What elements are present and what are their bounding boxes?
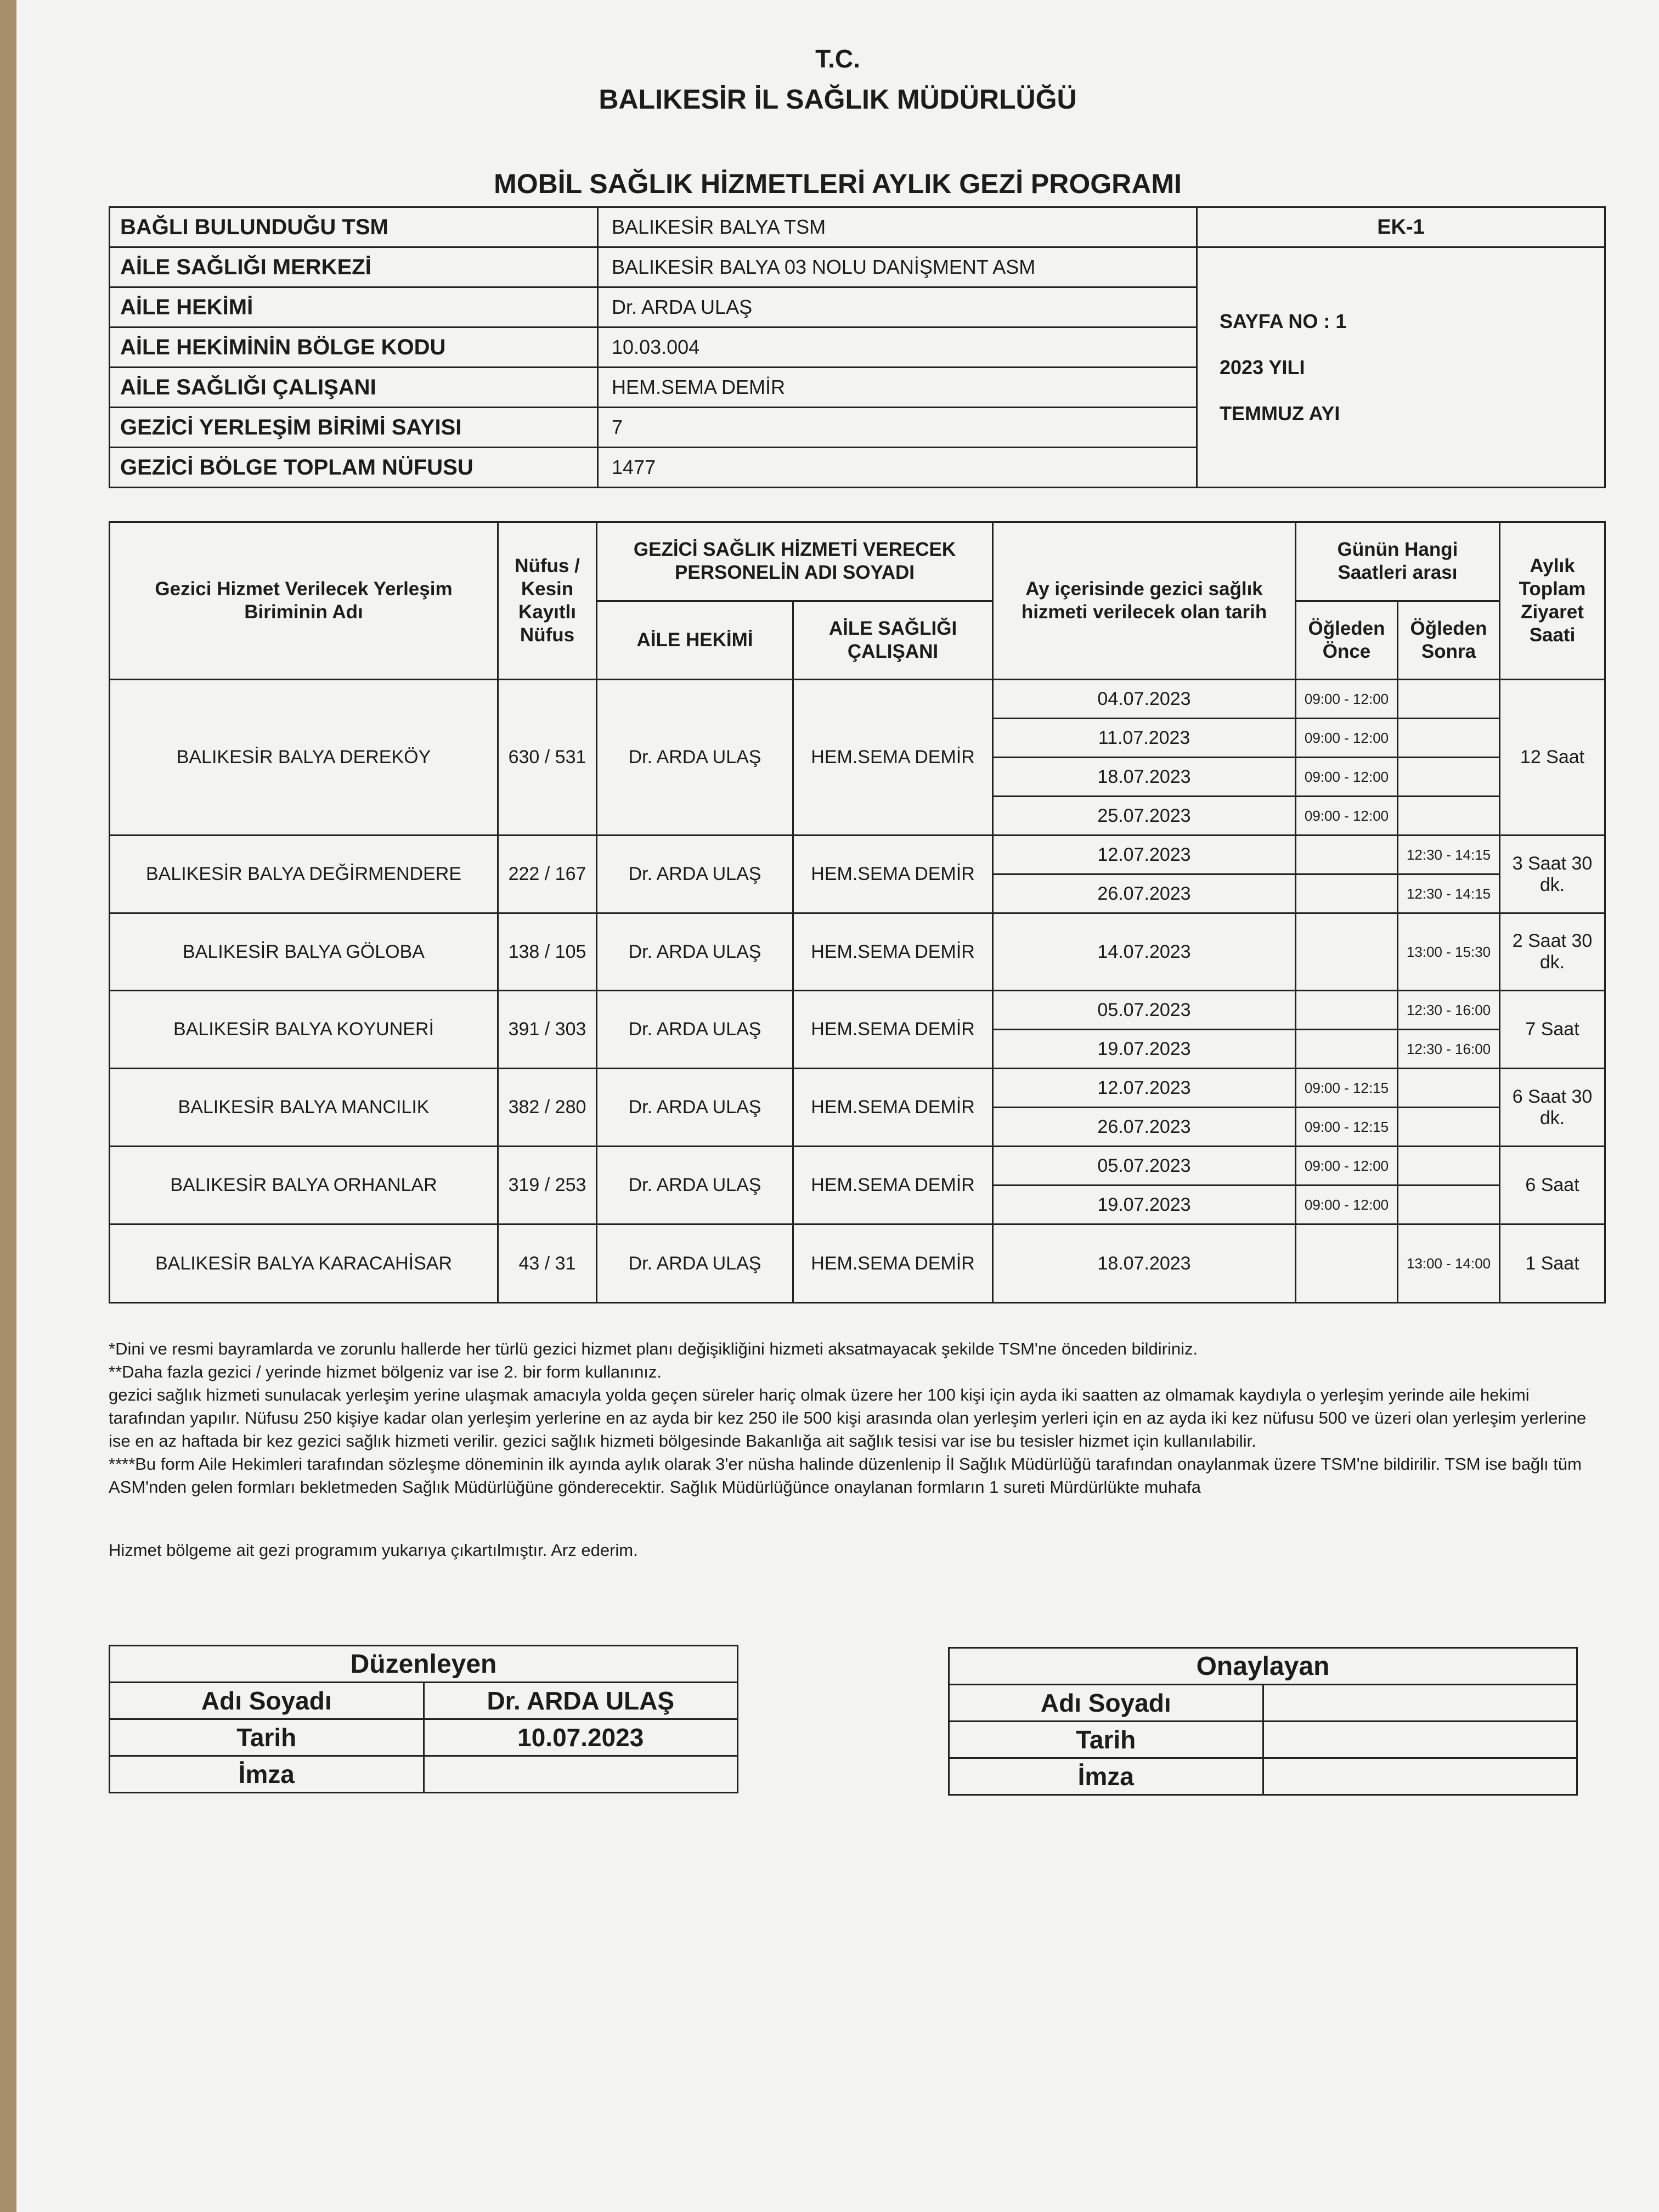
morning-hours: 09:00 - 12:00 xyxy=(1296,797,1398,836)
table-row xyxy=(110,836,1605,874)
page-title: MOBİL SAĞLIK HİZMETLERİ AYLIK GEZİ PROGRAMI xyxy=(494,168,1182,199)
population: 382 / 280 xyxy=(498,1069,597,1147)
population: 391 / 303 xyxy=(498,991,597,1069)
morning-hours: 09:00 - 12:00 xyxy=(1296,680,1398,719)
morning-hours xyxy=(1296,913,1398,991)
morning-hours xyxy=(1296,1224,1398,1303)
table-row xyxy=(110,913,1605,991)
name-value: Dr. ARDA ULAŞ xyxy=(424,1683,738,1719)
morning-hours xyxy=(1296,991,1398,1030)
visit-date: 11.07.2023 xyxy=(993,719,1296,758)
info-value: BALIKESİR BALYA 03 NOLU DANİŞMENT ASM xyxy=(598,247,1197,287)
name-label: Adı Soyadı xyxy=(110,1683,424,1719)
visit-date: 25.07.2023 xyxy=(993,797,1296,836)
col-header-date: Ay içerisinde gezici sağlık hizmeti verilecek olan tarih xyxy=(993,522,1296,680)
visit-date: 26.07.2023 xyxy=(993,1108,1296,1147)
afternoon-hours xyxy=(1398,1069,1500,1108)
morning-hours xyxy=(1296,836,1398,874)
afternoon-hours: 13:00 - 15:30 xyxy=(1398,913,1500,991)
name-value xyxy=(1263,1685,1577,1722)
afternoon-hours: 12:30 - 14:15 xyxy=(1398,874,1500,913)
info-label: AİLE SAĞLIĞI MERKEZİ xyxy=(110,247,598,287)
afternoon-hours xyxy=(1398,1147,1500,1186)
schedule-table xyxy=(109,521,1606,1304)
unit-name: BALIKESİR BALYA KOYUNERİ xyxy=(110,991,498,1069)
sign-value xyxy=(424,1756,738,1793)
info-value: 10.03.004 xyxy=(598,328,1197,368)
visit-date: 12.07.2023 xyxy=(993,836,1296,874)
info-label: GEZİCİ BÖLGE TOPLAM NÜFUSU xyxy=(110,448,598,488)
footnote: ****Bu form Aile Hekimleri tarafından sözleşme döneminin ilk ayında aylık olarak 3'er nüsha halinde düzenlenip İl Sağlık Müdürlüğü tarafından onaylanmak üzere TSM'ne bildirilir. TSM ise bağlı tüm ASM'nden gelen formları bekletmeden Sağlık Müdürlüğüne gönderecektir. Sağlık Müdürlüğünce onaylanan formların 1 sureti Mürdürlükte muhafa xyxy=(109,1454,1582,1497)
population: 319 / 253 xyxy=(498,1147,597,1224)
population: 43 / 31 xyxy=(498,1224,597,1303)
visit-date: 05.07.2023 xyxy=(993,991,1296,1030)
total-hours: 3 Saat 30 dk. xyxy=(1500,836,1605,913)
afternoon-hours: 12:30 - 16:00 xyxy=(1398,1030,1500,1069)
afternoon-hours: 12:30 - 14:15 xyxy=(1398,836,1500,874)
info-value: 7 xyxy=(598,408,1197,448)
date-label: Tarih xyxy=(110,1719,424,1756)
unit-name: BALIKESİR BALYA DEREKÖY xyxy=(110,680,498,836)
info-label: AİLE HEKİMİNİN BÖLGE KODU xyxy=(110,328,598,368)
population: 138 / 105 xyxy=(498,913,597,991)
col-header-morning: Öğleden Önce xyxy=(1296,601,1398,680)
col-header-total: Aylık Toplam Ziyaret Saati xyxy=(1500,522,1605,680)
visit-date: 26.07.2023 xyxy=(993,874,1296,913)
morning-hours: 09:00 - 12:15 xyxy=(1296,1069,1398,1108)
signature-title: Onaylayan xyxy=(949,1648,1577,1685)
afternoon-hours xyxy=(1398,680,1500,719)
period-box xyxy=(1197,247,1605,488)
unit-name: BALIKESİR BALYA ORHANLAR xyxy=(110,1147,498,1224)
total-hours: 6 Saat 30 dk. xyxy=(1500,1069,1605,1147)
afternoon-hours xyxy=(1398,758,1500,797)
month-label: TEMMUZ AYI xyxy=(1220,402,1340,425)
col-header-staff: GEZİCİ SAĞLIK HİZMETİ VERECEK PERSONELİN ADI SOYADI xyxy=(597,522,993,601)
nurse-name: HEM.SEMA DEMİR xyxy=(793,836,993,913)
doctor-name: Dr. ARDA ULAŞ xyxy=(597,1147,793,1224)
total-hours: 7 Saat xyxy=(1500,991,1605,1069)
page-number: SAYFA NO : 1 xyxy=(1220,309,1347,332)
info-label: AİLE SAĞLIĞI ÇALIŞANI xyxy=(110,368,598,408)
visit-date: 14.07.2023 xyxy=(993,913,1296,991)
nurse-name: HEM.SEMA DEMİR xyxy=(793,1147,993,1224)
col-header-unit: Gezici Hizmet Verilecek Yerleşim Biriminin Adı xyxy=(110,522,498,680)
info-label: GEZİCİ YERLEŞİM BİRİMİ SAYISI xyxy=(110,408,598,448)
visit-date: 19.07.2023 xyxy=(993,1030,1296,1069)
morning-hours xyxy=(1296,1030,1398,1069)
sign-label: İmza xyxy=(110,1756,424,1793)
population: 630 / 531 xyxy=(498,680,597,836)
year-label: 2023 YILI xyxy=(1220,356,1305,379)
afternoon-hours xyxy=(1398,719,1500,758)
morning-hours xyxy=(1296,874,1398,913)
footnote: **Daha fazla gezici / yerinde hizmet bölgeniz var ise 2. bir form kullanınız. xyxy=(109,1362,662,1381)
header-tc: T.C. xyxy=(815,44,860,73)
morning-hours: 09:00 - 12:00 xyxy=(1296,758,1398,797)
visit-date: 19.07.2023 xyxy=(993,1186,1296,1224)
afternoon-hours xyxy=(1398,1186,1500,1224)
unit-name: BALIKESİR BALYA GÖLOBA xyxy=(110,913,498,991)
col-header-population: Nüfus / Kesin Kayıtlı Nüfus xyxy=(498,522,597,680)
population: 222 / 167 xyxy=(498,836,597,913)
date-label: Tarih xyxy=(949,1722,1263,1758)
signature-title: Düzenleyen xyxy=(110,1646,738,1683)
unit-name: BALIKESİR BALYA KARACAHİSAR xyxy=(110,1224,498,1303)
info-value: 1477 xyxy=(598,448,1197,488)
afternoon-hours xyxy=(1398,1108,1500,1147)
date-value xyxy=(1263,1722,1577,1758)
info-value: HEM.SEMA DEMİR xyxy=(598,368,1197,408)
doctor-name: Dr. ARDA ULAŞ xyxy=(597,836,793,913)
doctor-name: Dr. ARDA ULAŞ xyxy=(597,991,793,1069)
sign-value xyxy=(1263,1758,1577,1795)
morning-hours: 09:00 - 12:15 xyxy=(1296,1108,1398,1147)
col-header-hours: Günün Hangi Saatleri arası xyxy=(1296,522,1500,601)
table-row xyxy=(110,680,1605,719)
nurse-name: HEM.SEMA DEMİR xyxy=(793,991,993,1069)
info-value: Dr. ARDA ULAŞ xyxy=(598,287,1197,328)
nurse-name: HEM.SEMA DEMİR xyxy=(793,680,993,836)
unit-name: BALIKESİR BALYA DEĞİRMENDERE xyxy=(110,836,498,913)
visit-date: 18.07.2023 xyxy=(993,758,1296,797)
nurse-name: HEM.SEMA DEMİR xyxy=(793,1224,993,1303)
morning-hours: 09:00 - 12:00 xyxy=(1296,719,1398,758)
table-row xyxy=(110,1069,1605,1108)
nurse-name: HEM.SEMA DEMİR xyxy=(793,913,993,991)
info-label: BAĞLI BULUNDUĞU TSM xyxy=(110,207,598,247)
closing-statement: Hizmet bölgeme ait gezi programım yukarıya çıkartılmıştır. Arz ederim. xyxy=(109,1541,638,1560)
table-row xyxy=(110,1147,1605,1186)
unit-name: BALIKESİR BALYA MANCILIK xyxy=(110,1069,498,1147)
table-row xyxy=(110,991,1605,1030)
signature-box-approved xyxy=(948,1647,1578,1796)
info-value: BALIKESİR BALYA TSM xyxy=(598,207,1197,247)
visit-date: 12.07.2023 xyxy=(993,1069,1296,1108)
info-table xyxy=(109,206,1606,488)
footnotes xyxy=(109,1338,1601,1499)
morning-hours: 09:00 - 12:00 xyxy=(1296,1186,1398,1224)
info-row xyxy=(110,207,1605,247)
afternoon-hours xyxy=(1398,797,1500,836)
table-row xyxy=(110,1224,1605,1303)
col-header-afternoon: Öğleden Sonra xyxy=(1398,601,1500,680)
doctor-name: Dr. ARDA ULAŞ xyxy=(597,1224,793,1303)
info-label: AİLE HEKİMİ xyxy=(110,287,598,328)
morning-hours: 09:00 - 12:00 xyxy=(1296,1147,1398,1186)
afternoon-hours: 12:30 - 16:00 xyxy=(1398,991,1500,1030)
afternoon-hours: 13:00 - 14:00 xyxy=(1398,1224,1500,1303)
visit-date: 05.07.2023 xyxy=(993,1147,1296,1186)
col-header-doctor: AİLE HEKİMİ xyxy=(597,601,793,680)
signature-box-prepared xyxy=(109,1645,738,1793)
info-row xyxy=(110,247,1605,287)
total-hours: 2 Saat 30 dk. xyxy=(1500,913,1605,991)
document-page xyxy=(16,0,1659,2212)
visit-date: 04.07.2023 xyxy=(993,680,1296,719)
footnote: *Dini ve resmi bayramlarda ve zorunlu hallerde her türlü gezici hizmet planı değişikliğini hizmeti aksatmayacak şekilde TSM'ne önceden bildiriniz. xyxy=(109,1339,1198,1358)
header-directorate: BALIKESİR İL SAĞLIK MÜDÜRLÜĞÜ xyxy=(599,84,1077,115)
col-header-nurse: AİLE SAĞLIĞI ÇALIŞANI xyxy=(793,601,993,680)
doctor-name: Dr. ARDA ULAŞ xyxy=(597,1069,793,1147)
visit-date: 18.07.2023 xyxy=(993,1224,1296,1303)
total-hours: 12 Saat xyxy=(1500,680,1605,836)
total-hours: 1 Saat xyxy=(1500,1224,1605,1303)
doctor-name: Dr. ARDA ULAŞ xyxy=(597,913,793,991)
annex-label: EK-1 xyxy=(1197,207,1605,247)
sign-label: İmza xyxy=(949,1758,1263,1795)
nurse-name: HEM.SEMA DEMİR xyxy=(793,1069,993,1147)
footnote: gezici sağlık hizmeti sunulacak yerleşim yerine ulaşmak amacıyla yolda geçen süreler hariç olmak üzere her 100 kişi için ayda iki saatten az olmamak kaydıyla o yerleşim yerinde aile hekimi tarafından yapılır. Nüfusu 250 kişiye kadar olan yerleşim yerlerine en az ayda bir kez 250 ile 500 kişi arasında olan yerleşim yerleri için en az ayda iki kez nüfusu 500 ve üzeri olan yerleşim yerlerine ise en az haftada bir kez gezici sağlık hizmeti verilir. gezici sağlık hizmeti bölgesinde Bakanlığa ait sağlık tesisi var ise bu tesisler hizmet için kullanılabilir. xyxy=(109,1385,1587,1451)
total-hours: 6 Saat xyxy=(1500,1147,1605,1224)
date-value: 10.07.2023 xyxy=(424,1719,738,1756)
name-label: Adı Soyadı xyxy=(949,1685,1263,1722)
doctor-name: Dr. ARDA ULAŞ xyxy=(597,680,793,836)
